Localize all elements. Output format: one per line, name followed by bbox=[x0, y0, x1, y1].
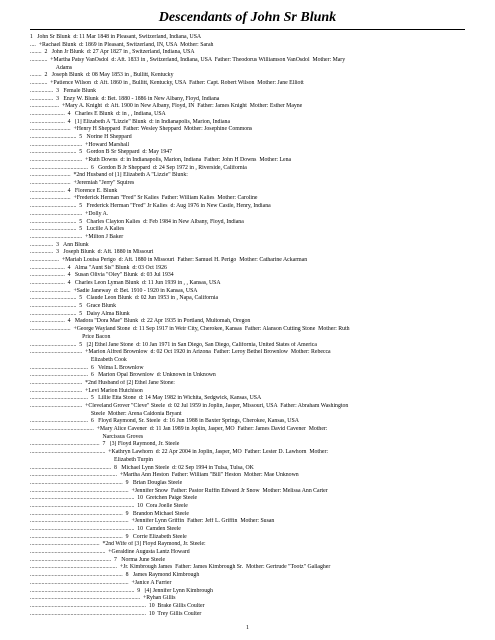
descendant-line: .................... +Mary A. Knight d: Aft. 1900 in New Albany, Floyd, IN Father: James Knight Mother: Esther Mayne bbox=[30, 103, 303, 110]
descendant-line: ........................ 4 Susan Olivia "Oley" Blunk d: 03 Jul 1934 bbox=[30, 272, 174, 279]
descendant-line: .................................................................... +Jennifer Snow Father: Pastor Ruffin Edward Jr Snow Mother: Melissa Ann Carter bbox=[30, 487, 328, 494]
descendant-line: ............................ +Sadie Janeway d: Bet. 1910 - 1920 in Kansas, USA bbox=[30, 287, 198, 294]
descendant-line: ............................................................ +Jr. Kimbrough James Father: James Kimbrough Sr. Mother: Gertrude "Tootz" Gallagher bbox=[30, 564, 331, 571]
descendant-line: .... +Rachael Blunk d: 1869 in Pleasant, Switzerland, IN, USA Mother: Sarah bbox=[30, 41, 214, 48]
descendant-line: ................................................................ 9 Brian Douglas Steele bbox=[30, 479, 183, 486]
descendant-line: Price Bacon bbox=[30, 333, 111, 340]
descendant-line: Elizabeth Cook bbox=[30, 356, 127, 363]
descendant-line: ........................................................................ 10 Gretchen Paige Steele bbox=[30, 495, 198, 502]
descendant-line: ........................................................................ 10 Camden Steele bbox=[30, 526, 181, 532]
descendant-list bbox=[30, 34, 468, 618]
descendant-line: ........................ 4 Florence E. Blunk bbox=[30, 187, 118, 194]
descendant-line: .................................................................... +Janice A Farrier bbox=[30, 579, 172, 586]
descendant-line: ............ +Martha Patsy VanOsdol d: Aft. 1833 in , Switzerland, Indiana, USA Father: Theodorus Williamson VanOsdol Mother: Mary bbox=[30, 57, 346, 64]
descendant-line: ........................ 4 Charles E Blunk d: in , , Indiana, USA bbox=[30, 110, 166, 117]
descendant-line: .................................... *2nd Husband of [2] Ethel Jane Stone: bbox=[30, 379, 175, 386]
descendant-line: ............................ +George Wayland Stone d: 11 Sep 1917 in Weir City, Cherokee, Kansas Father: Alanson Cutting Stone Mother: Ruth bbox=[30, 326, 350, 333]
descendant-line: .................................... +Marion Alfred Brownlow d: 02 Oct 1920 in Arizona Father: Leroy Bethel Brownlow Mother: Rebecca bbox=[30, 349, 331, 356]
descendant-line: ............................................................................ +Ryhan Gillis bbox=[30, 595, 176, 602]
descendant-line: ........................................................................ 9 [4] Jennifer Lynn Kimbrough bbox=[30, 587, 213, 594]
descendant-line: ................................................................ 9 Brandon Michael Steele bbox=[30, 510, 189, 517]
descendant-line: ................................ 5 Claude Leon Blunk d: 02 Jun 1953 in , Napa, California bbox=[30, 295, 219, 302]
descendant-line: .................................................................... +Jennifer Lynn Griffin Father: Jeff L. Griffin Mother: Susan bbox=[30, 518, 275, 525]
descendant-line: ................................ 5 [2] Ethel Jane Stone d: 10 Jan 1971 in San Diego, San Diego, California, United States of America bbox=[30, 341, 317, 348]
page-number: 1 bbox=[246, 625, 249, 631]
descendant-line: .................................... +Levi Marion Hutchison bbox=[30, 387, 143, 394]
descendant-line: .................................... +Howard Marshall bbox=[30, 141, 130, 148]
descendant-line: ............................ +Henry H Sheppard Father: Wesley Sheppard Mother: Josephine Commons bbox=[30, 126, 253, 133]
descendant-line: Elizabeth Turpin bbox=[30, 456, 153, 463]
descendant-line: ................................................................ 9 Corrie Elizabeth Steele bbox=[30, 533, 187, 540]
descendant-line: ................................ 5 Frederick Herman "Fred" Jr Kalies d: Aug 1976 in New Castle, Henry, Indiana bbox=[30, 203, 271, 210]
document-title: Descendants of John Sr Blunk bbox=[158, 10, 337, 25]
descendant-line: ................................ 5 Norine H Sheppard bbox=[30, 133, 132, 140]
descendant-line: ............ +Patience Wilson d: Aft. 1860 in , Bullitt, Kentucky, USA Father: Capt. Robert Wilson Mother: Jane Elliott bbox=[30, 80, 304, 87]
descendant-line: ........................................................ 7 Norma June Steele bbox=[30, 556, 166, 563]
descendant-line: ........................ 4 Charles Leon Lyman Blunk d: 11 Jun 1939 in , , Kansas, USA bbox=[30, 280, 221, 286]
descendant-line: Steele Mother: Arena Caldonia Bryant bbox=[30, 410, 182, 417]
descendant-line: ........................................ 6 Gordon B Jr Sheppard d: 24 Sep 1972 in , Riverside, California bbox=[30, 164, 247, 171]
descendant-line: ................ 3 Ann Blunk bbox=[30, 241, 89, 248]
descendant-line: ................................ 5 Grace Blunk bbox=[30, 303, 116, 310]
descendant-line: ............................................................ +Martha Ann Heston Father: William "Bill" Heston Mother: Mae Unknown bbox=[30, 472, 299, 479]
descendant-line: ................................ 5 Charles Clayton Kalies d: Feb 1984 in New Albany, Floyd, Indiana bbox=[30, 218, 244, 225]
descendant-line: ........................................ 6 Velma L Brownlow bbox=[30, 364, 144, 371]
descendant-line: ................................................ *2nd Wife of [3] Floyd Raymond, Jr. Steele: bbox=[30, 541, 206, 548]
descendant-line: Adams bbox=[30, 64, 73, 71]
descendant-line: ............................ *2nd Husband of [1] Elizabeth A "Lizzie" Blunk: bbox=[30, 172, 188, 179]
descendant-line: .................................... +Ruth Downs d: in Indianapolis, Marion, Indiana Father: John H Downs Mother: Lena bbox=[30, 157, 292, 163]
descendant-line: ................ 3 Joseph Blunk d: Aft. 1880 in Missouri bbox=[30, 249, 154, 256]
descendant-line: ................................................ 7 [3] Floyd Raymond, Jr. Steele bbox=[30, 441, 180, 448]
descendant-line: ................................ 5 Lucille A Kalies bbox=[30, 226, 125, 233]
descendant-line: ............................................ +Mary Alice Cavener d: 11 Jan 1989 in Joplin, Jasper, MO Father: James David Cavener Mother: bbox=[30, 426, 328, 433]
descendant-line: ........................................ 5 Lillie Etta Stone d: 14 May 1982 in Wichita, Sedgwick, Kansas, USA bbox=[30, 395, 262, 402]
descendant-line: ................ 3 Female Blunk bbox=[30, 87, 97, 94]
descendant-line: ................................ 5 Daisy Alma Blunk bbox=[30, 310, 130, 317]
descendant-line: ........................ 4 [1] Elizabeth A "Lizzie" Blunk d: in Indianapolis, Marion, Indiana bbox=[30, 118, 231, 125]
descendant-line: ........................................................ 8 Michael Lynn Steele d: 02 Sep 1994 in Tulsa, Tulsa, OK bbox=[30, 464, 254, 471]
descendant-line: 1 John Sr Blunk d: 11 Mar 1848 in Pleasant, Switzerland, Indiana, USA bbox=[30, 34, 202, 40]
title-divider bbox=[30, 29, 465, 30]
descendant-line: ................................ 5 Gordon B Sr Sheppard d: May 1947 bbox=[30, 149, 173, 156]
descendant-line: ........................ 4 Madora "Dora Mae" Blunk d: 22 Apr 1935 in Portland, Multomah, Oregon bbox=[30, 318, 251, 325]
descendant-line: ........ 2 John Jr Blunk d: 27 Apr 1827 in , Switzerland, Indiana, USA bbox=[30, 49, 195, 56]
descendant-line: .................................... +Milton J Baker bbox=[30, 233, 124, 240]
descendant-line: ........................................ 6 Marion Opal Brownlow d: Unknown in Unknown bbox=[30, 372, 216, 379]
descendant-line: ........................................ 6 Floyd Raymond, Sr. Steele d: 16 Jun 1988 in Baxter Springs, Cherokee, Kansas, USA bbox=[30, 418, 299, 425]
descendant-line: ........................................................................ 10 Cora Joelle Steele bbox=[30, 502, 188, 509]
descendant-line: ................................................................................ 10 Brake Gillis Coulter bbox=[30, 602, 205, 609]
descendant-line: .................................................... +Geraldine Augusta Lantz Howard bbox=[30, 549, 190, 556]
descendant-line: ............................ +Frederick Herman "Fred" Sr Kalies Father: William Kalies Mother: Caroline bbox=[30, 195, 258, 202]
descendant-line: .................................... +Dolly A. bbox=[30, 210, 109, 217]
descendant-line: ........ 2 Joseph Blunk d: 08 May 1853 in , Bullitt, Kentucky bbox=[30, 72, 174, 79]
descendant-line: .................................... +Cleveland Grover "Cleve" Steele d: 02 Jul 1959 in Joplin, Jasper, Missouri, USA Father: Abraham Washington bbox=[30, 403, 349, 409]
descendant-line: ........................ 4 Alma "Aunt Sis" Blunk d: 03 Oct 1926 bbox=[30, 264, 167, 271]
descendant-line: Narcissus Groves bbox=[30, 433, 144, 440]
descendant-line: ............................ +Jeremiah "Jerry" Squires bbox=[30, 180, 135, 187]
descendant-line: .................... +Mariah Louisa Perigo d: Aft. 1880 in Missouri Father: Samuel H. Perigo Mother: Catharine Ackarman bbox=[30, 256, 308, 263]
descendant-line: .................................................... +Kathryn Lawhorn d: 22 Apr 2004 in Joplin, Jasper, MO Father: Lester D. Lawhorn Mother: bbox=[30, 449, 328, 456]
descendant-line: ................ 3 Enzy W. Blunk d: Bet. 1880 - 1886 in New Albany, Floyd, Indiana bbox=[30, 95, 220, 102]
descendant-line: ................................................................................ 10 Trey Gillis Coulter bbox=[30, 610, 202, 617]
descendant-line: ................................................................ 8 James Raymond Kimbrough bbox=[30, 572, 200, 579]
